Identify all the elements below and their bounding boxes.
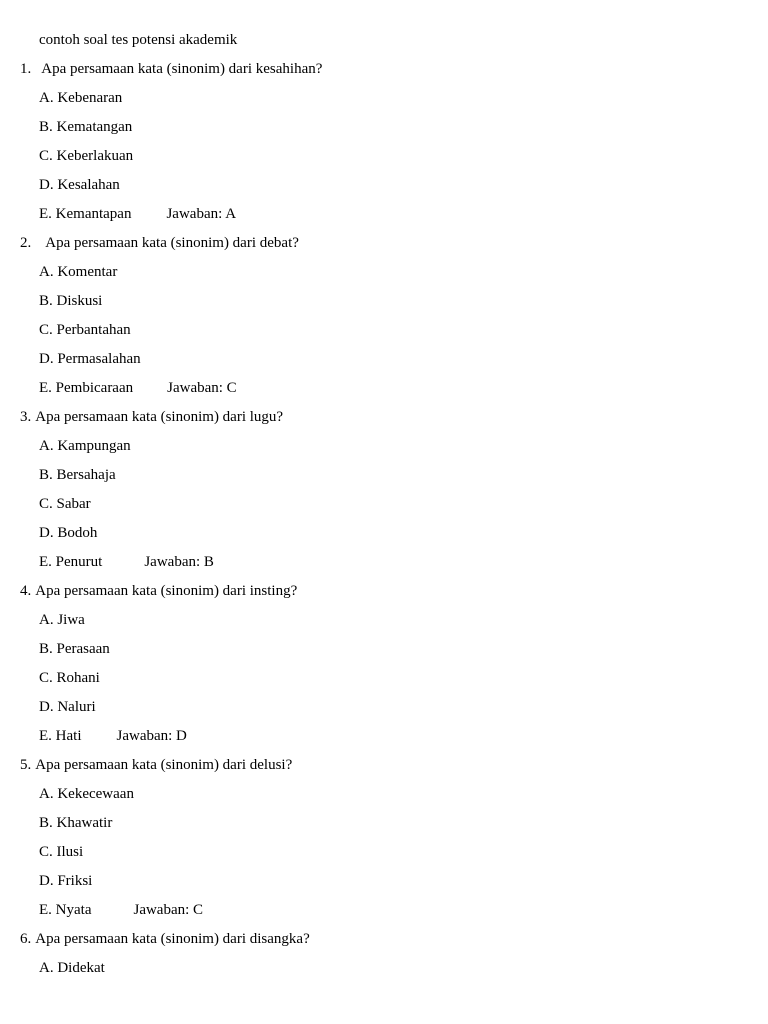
answer-key: Jawaban: A	[166, 206, 237, 222]
answer-key: Jawaban: C	[167, 380, 237, 396]
question-number: 4.	[20, 583, 32, 599]
answer-key: Jawaban: D	[116, 728, 187, 744]
option-1b: B. Kematangan	[39, 119, 133, 135]
option-4b: B. Perasaan	[39, 641, 110, 657]
question-text: Apa persamaan kata (sinonim) dari debat?	[45, 235, 299, 251]
option-4c: C. Rohani	[39, 670, 100, 686]
option-5c: C. Ilusi	[39, 844, 84, 860]
question-3	[20, 408, 283, 426]
option-5d: D. Friksi	[39, 873, 93, 889]
option-4e	[39, 727, 187, 745]
option-text: E. Pembicaraan	[39, 380, 134, 396]
question-text: Apa persamaan kata (sinonim) dari lugu?	[35, 409, 284, 425]
question-text: Apa persamaan kata (sinonim) dari delusi?	[35, 757, 293, 773]
question-number: 2.	[20, 235, 32, 251]
option-3e	[39, 553, 214, 571]
option-5b: B. Khawatir	[39, 815, 113, 831]
option-2a: A. Komentar	[39, 264, 118, 280]
question-1	[20, 60, 322, 78]
option-2d: D. Permasalahan	[39, 351, 141, 367]
question-number: 3.	[20, 409, 32, 425]
option-4d: D. Naluri	[39, 699, 96, 715]
option-3c: C. Sabar	[39, 496, 91, 512]
option-text: E. Kemantapan	[39, 206, 132, 222]
question-number: 6.	[20, 931, 32, 947]
question-5	[20, 756, 292, 774]
option-1a: A. Kebenaran	[39, 90, 123, 106]
option-2c: C. Perbantahan	[39, 322, 131, 338]
option-2e	[39, 379, 237, 397]
option-text: E. Hati	[39, 728, 82, 744]
option-4a: A. Jiwa	[39, 612, 85, 628]
question-text: Apa persamaan kata (sinonim) dari disangka?	[35, 931, 310, 947]
question-text: Apa persamaan kata (sinonim) dari insting?	[35, 583, 298, 599]
option-2b: B. Diskusi	[39, 293, 103, 309]
answer-key: Jawaban: C	[133, 902, 204, 918]
option-3b: B. Bersahaja	[39, 467, 116, 483]
option-text: E. Nyata	[39, 902, 92, 918]
option-5a: A. Kekecewaan	[39, 786, 134, 802]
question-text: Apa persamaan kata (sinonim) dari kesahihan?	[41, 61, 323, 77]
question-6	[20, 930, 310, 948]
question-4	[20, 582, 297, 600]
document-title: contoh soal tes potensi akademik	[39, 32, 238, 48]
option-text: E. Penurut	[39, 554, 103, 570]
option-3d: D. Bodoh	[39, 525, 98, 541]
question-2	[20, 234, 299, 252]
question-number: 5.	[20, 757, 32, 773]
option-3a: A. Kampungan	[39, 438, 131, 454]
option-6a: A. Didekat	[39, 960, 105, 976]
question-number: 1.	[20, 61, 32, 77]
option-1d: D. Kesalahan	[39, 177, 120, 193]
option-1e	[39, 205, 236, 223]
answer-key: Jawaban: B	[144, 554, 214, 570]
option-5e	[39, 901, 203, 919]
option-1c: C. Keberlakuan	[39, 148, 134, 164]
